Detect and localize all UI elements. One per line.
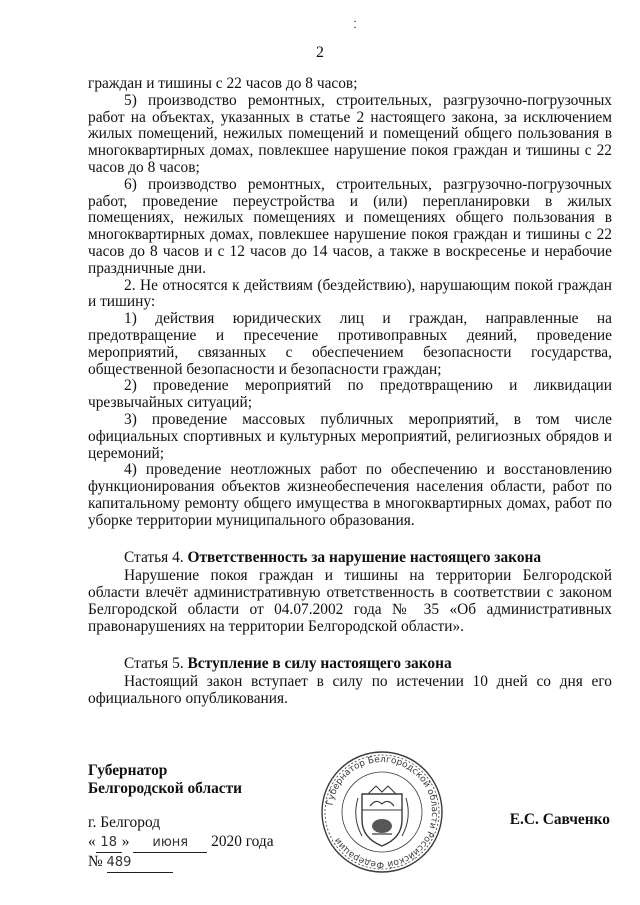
signing-place: г. Белгород (88, 814, 161, 831)
article-5-heading (88, 656, 612, 673)
signatory-title-line1: Губернатор (88, 762, 168, 779)
date-day: 18 (96, 834, 122, 853)
page-mark: · · (353, 14, 357, 34)
page-number: 2 (316, 44, 324, 61)
date-quote-close: » (121, 833, 130, 850)
date-month: июня (133, 834, 207, 853)
document-number (88, 853, 173, 873)
paragraph-item-5: 5) производство ремонтных, строительных, разгрузочно-погрузочных работ на объектах, указанных в статье 2 настоящего закона, за исключением жилых помещений, нежилых помещений и помещений общего пользования в многоквартирных домах, повлекшее нарушение покоя граждан и тишины с 22 часов до 8 часов; (88, 91, 612, 176)
article-4-title: Ответственность за нарушение настоящего закона (187, 548, 542, 566)
signing-date (88, 833, 274, 853)
article-5-title: Вступление в силу настоящего закона (187, 654, 452, 672)
paragraph-exception-4: 4) проведение неотложных работ по обеспечению и восстановлению функционирования объектов жизнеобеспечения населения области, работ по капитальному ремонту общего имущества в многоквартирных домах, работ по уборке территории муниципального образования. (88, 461, 612, 529)
paragraph-part-2: 2. Не относятся к действиям (бездействию), нарушающим покой граждан и тишину: (88, 276, 612, 311)
paragraph-exception-3: 3) проведение массовых публичных мероприятий, в том числе официальных спортивных и культурных мероприятий, религиозных обрядов и церемоний; (88, 410, 612, 462)
paragraph-exception-1: 1) действия юридических лиц и граждан, направленные на предотвращение и пресечение противоправных деяний, проведение мероприятий, связанных с обеспечением безопасности государства, общественной безопасности и безопасности граждан; (88, 310, 612, 378)
seal-inner-ring (342, 772, 422, 852)
article-4-text: Нарушение покоя граждан и тишины на территории Белгородской области влечёт административную ответственность в соответствии с законом Белгородской области от 04.07.2002 года № 35 «Об административных правонарушениях на территории Белгородской области». (88, 567, 612, 635)
date-quote-open: « (88, 833, 96, 850)
seal-outer-ring (322, 752, 442, 872)
coat-of-arms-icon (356, 786, 409, 846)
signatory-title-line2: Белгородской области (88, 780, 243, 797)
document-body (88, 76, 612, 708)
paragraph-exception-2: 2) проведение мероприятий по предотвращению и ликвидации чрезвычайных ситуаций; (88, 377, 612, 412)
signatory-title (88, 762, 242, 798)
article-4-heading (88, 550, 612, 567)
article-5-prefix: Статья 5. (124, 654, 188, 672)
article-4-prefix: Статья 4. (124, 548, 188, 566)
paragraph-item-6: 6) производство ремонтных, строительных, разгрузочно-погрузочных работ, проведение переустройства и (или) перепланировки в жилых помещениях, нежилых помещениях и помещениях общего пользования в многоквартирных домах, повлекшее нарушение покоя граждан и тишины с 22 часов до 8 часов и с 12 часов до 14 часов, а также в воскресенье и нерабочие праздничные дни. (88, 175, 612, 277)
number-value: 489 (107, 854, 173, 873)
date-year: 2020 года (211, 833, 274, 850)
seal-text: Губернатор Белгородской области Российской Федерации (325, 754, 440, 870)
number-prefix: № (88, 853, 103, 870)
paragraph-continuation: граждан и тишины с 22 часов до 8 часов; (88, 75, 358, 92)
official-seal (318, 748, 446, 876)
article-5-text: Настоящий закон вступает в силу по истечении 10 дней со дня его официального опубликования. (88, 673, 612, 708)
signatory-name: Е.С. Савченко (509, 811, 610, 828)
